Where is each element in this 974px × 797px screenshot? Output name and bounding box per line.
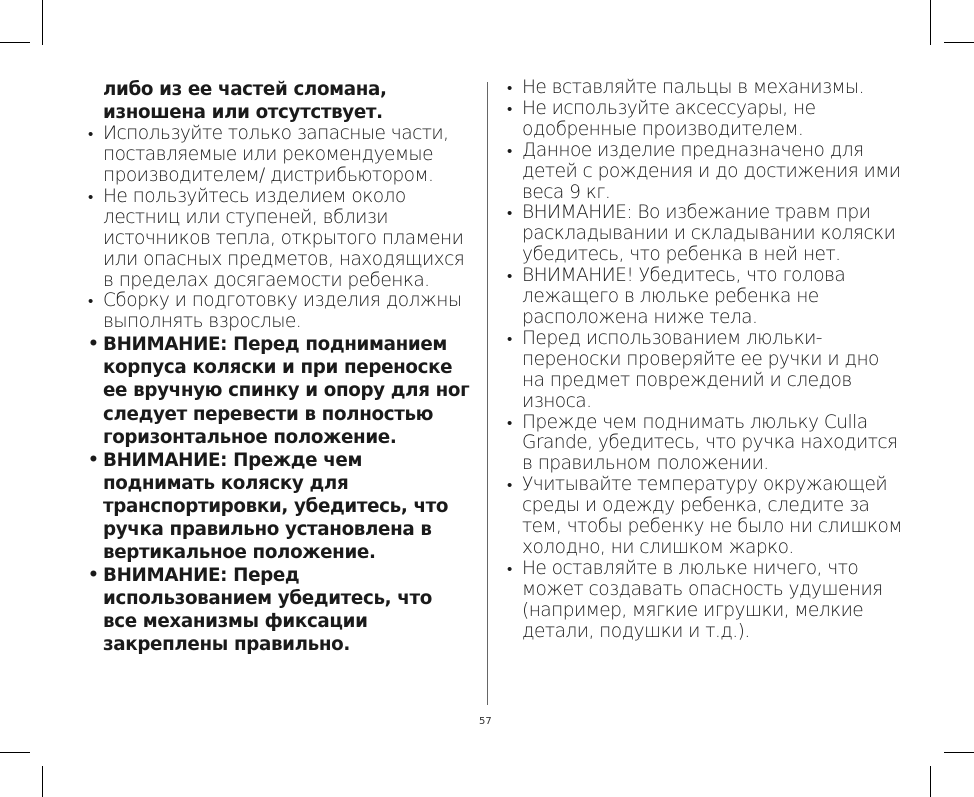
list-item: • Сборку и подготовку изделия должны выполнять взрослые. [88, 290, 462, 333]
list-item: • Не вставляйте пальцы в механизмы. [507, 77, 864, 98]
list-item: • ВНИМАНИЕ: Во избежание травм при раскладывании и складывании коляски убедитесь, что ребенка в ней нет. [507, 202, 896, 266]
list-item: • Не оставляйте в люльке ничего, что может создавать опасность удушения (например, мягкие игрушки, мелкие детали, подушки и т.д.). [507, 557, 883, 642]
crop-mark [944, 42, 974, 43]
list-item: • Прежде чем поднимать люльку Culla Grande, убедитесь, что ручка находится в правильном положении. [507, 411, 898, 475]
list-item: • Не используйте аксессуары, не одобренные производителем. [507, 97, 816, 140]
list-item: • Учитывайте температуру окружающей среды и одежду ребенка, следите за тем, чтобы ребенку не было ни слишком холодно, ни слишком жарко. [507, 474, 902, 558]
list-item: • Используйте только запасные части, поставляемые или рекомендуемые производителем/ дистрибьютором. [88, 123, 449, 186]
list-item: • ВНИМАНИЕ: Перед использованием убедитесь, что все механизмы фиксации закреплены правильно. [88, 565, 432, 656]
crop-mark [42, 0, 43, 45]
page-number: 57 [479, 716, 492, 727]
list-item: • ВНИМАНИЕ! Убедитесь, что голова лежащего в люльке ребенка не расположена ниже тела. [507, 265, 846, 328]
list-item: • ВНИМАНИЕ: Прежде чем поднимать коляску для транспортировки, убедитесь, что ручка правильно установлена в вертикальное положение. [88, 449, 449, 564]
crop-mark [930, 0, 931, 45]
list-item: • ВНИМАНИЕ: Перед подниманием корпуса коляски и при переноске ее вручную спинку и опору для ног следует перевести в полностью горизонтальное положение. [88, 334, 470, 448]
crop-mark [0, 752, 30, 753]
column-divider [487, 82, 488, 705]
left-column [86, 78, 470, 657]
list-item: • Данное изделие предназначено для детей с рождения и до достижения ими веса 9 кг. [507, 139, 901, 203]
list-item: либо из ее частей сломана, изношена или отсутствует. [103, 79, 387, 124]
right-column [505, 78, 905, 642]
crop-mark [930, 766, 931, 797]
crop-mark [944, 752, 974, 753]
list-item: • Перед использованием люльки-переноски проверяйте ее ручки и дно на предмет повреждений и следов износа. [507, 327, 879, 412]
list-item: • Не пользуйтесь изделием около лестниц или ступеней, вблизи источников тепла, открытого пламени или опасных предметов, находящихся в пределах досягаемости ребенка. [88, 185, 465, 291]
crop-mark [0, 42, 30, 43]
crop-mark [42, 766, 43, 797]
